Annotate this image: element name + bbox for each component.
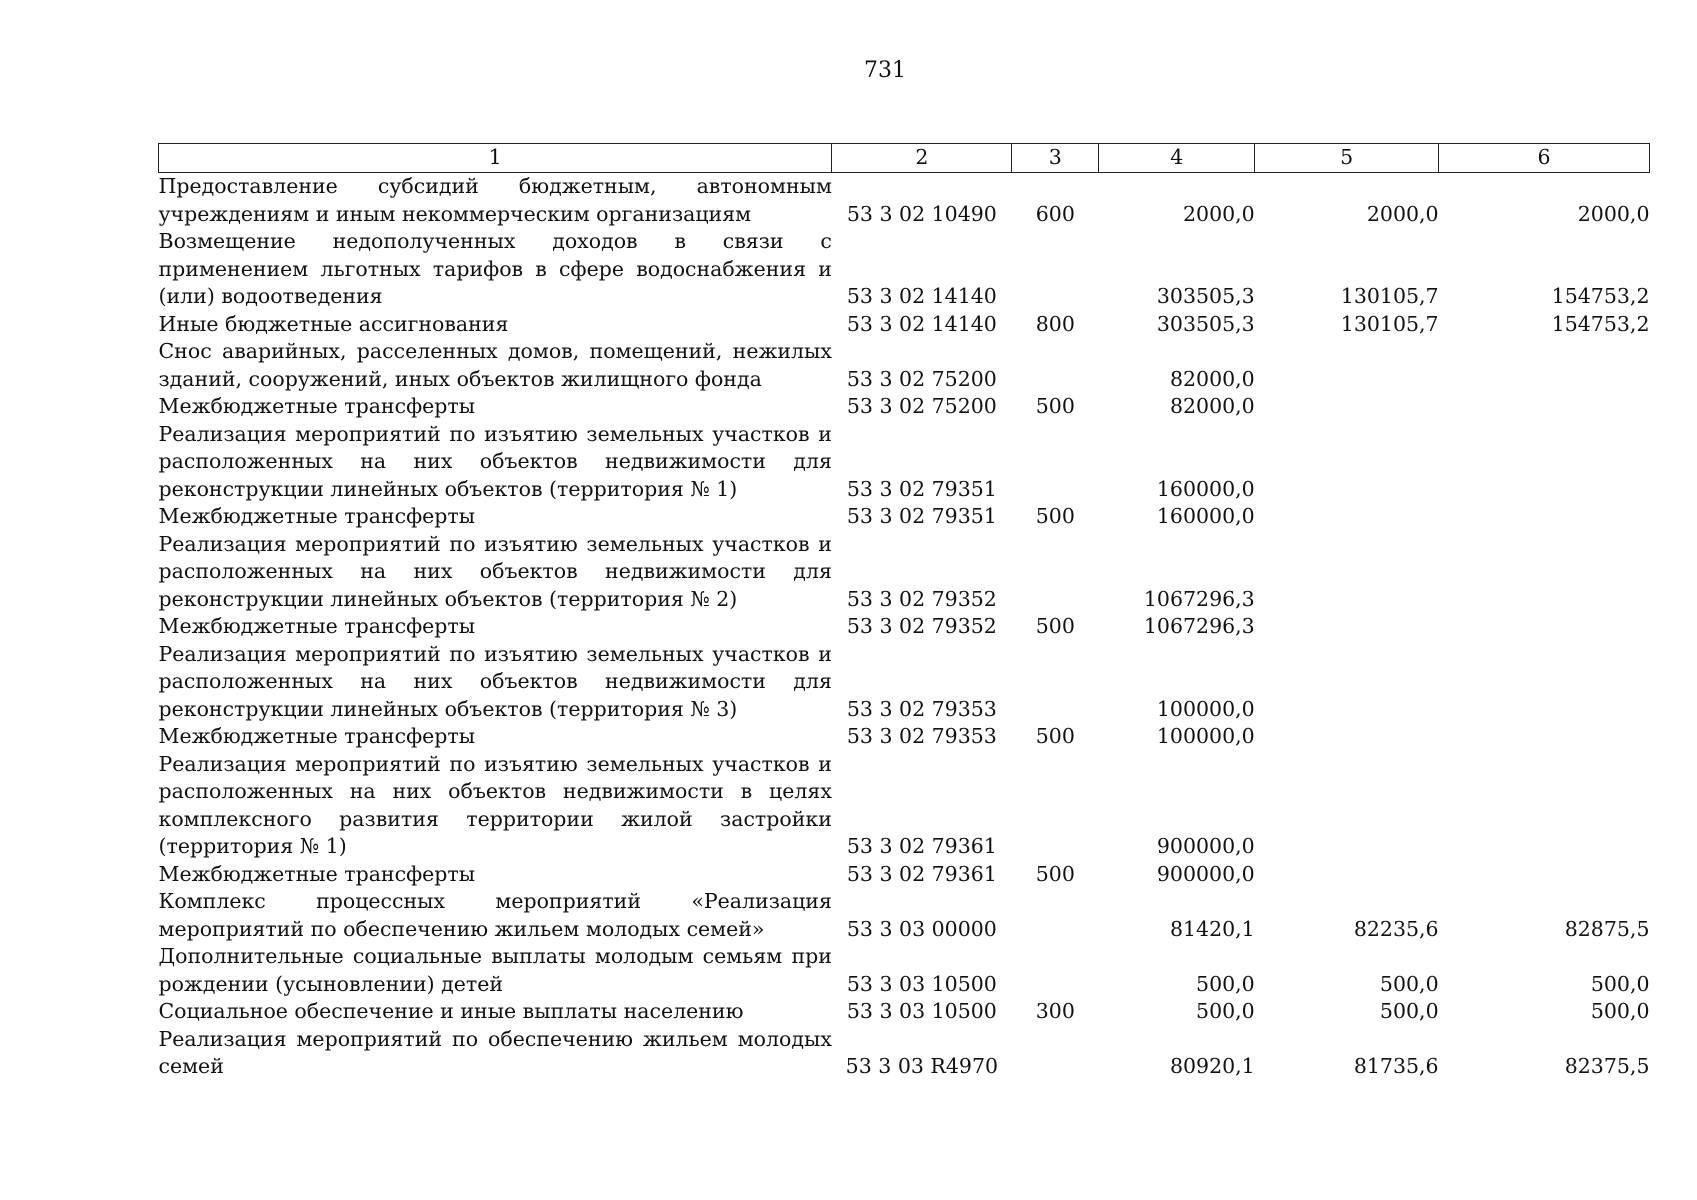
table-row <box>159 751 1650 861</box>
column-header-6: 6 <box>1439 144 1650 173</box>
column-header-5: 5 <box>1255 144 1439 173</box>
row-expense-type <box>1012 641 1099 724</box>
row-name: Дополнительные социальные выплаты молодым семьям при рождении (усыновлении) детей <box>158 944 832 996</box>
row-code: 53 3 02 79352 <box>846 614 997 638</box>
table-row <box>159 613 1650 641</box>
row-value-col4: 80920,1 <box>1169 1054 1255 1078</box>
row-value-col6 <box>1439 751 1650 861</box>
row-name: Комплекс процессных мероприятий «Реализация мероприятий по обеспечению жильем молодых семей» <box>158 889 832 941</box>
row-code: 53 3 03 10500 <box>846 971 997 996</box>
row-value-col6: 500,0 <box>1590 999 1650 1023</box>
row-expense-type <box>1012 421 1099 504</box>
row-value-col5 <box>1255 613 1439 641</box>
column-header-3: 3 <box>1012 144 1099 173</box>
row-value-col5 <box>1255 503 1439 531</box>
row-name: Межбюджетные трансферты <box>158 614 476 638</box>
row-expense-type <box>1012 531 1099 614</box>
row-expense-type <box>1012 1026 1099 1081</box>
row-value-col6: 2000,0 <box>1577 201 1650 226</box>
row-expense-type: 500 <box>1035 724 1075 748</box>
table-row <box>159 311 1650 339</box>
row-value-col5 <box>1255 393 1439 421</box>
row-value-col5: 500,0 <box>1379 971 1439 996</box>
row-value-col6: 82875,5 <box>1564 916 1650 941</box>
row-expense-type <box>1012 228 1099 311</box>
row-value-col4: 81420,1 <box>1169 916 1255 941</box>
row-value-col5: 130105,7 <box>1340 311 1439 336</box>
table-row <box>159 943 1650 998</box>
row-value-col4: 100000,0 <box>1156 696 1255 721</box>
row-value-col5 <box>1255 641 1439 724</box>
row-name: Реализация мероприятий по изъятию земельных участков и расположенных на них объектов недвижимости для реконструкции линейных объектов (территория № 1) <box>158 421 832 501</box>
table-row <box>159 531 1650 614</box>
row-value-col5 <box>1255 751 1439 861</box>
table-header <box>159 144 1650 173</box>
row-value-col5 <box>1255 421 1439 504</box>
row-value-col4: 900000,0 <box>1156 861 1255 886</box>
table-row <box>159 723 1650 751</box>
row-expense-type: 600 <box>1035 201 1075 226</box>
row-value-col4: 900000,0 <box>1156 834 1255 858</box>
row-code: 53 3 02 14140 <box>846 311 997 336</box>
row-value-col5 <box>1255 531 1439 614</box>
table-row <box>159 338 1650 393</box>
row-value-col4: 303505,3 <box>1156 284 1255 308</box>
table-row <box>159 861 1650 889</box>
row-name: Иные бюджетные ассигнования <box>158 311 509 336</box>
row-value-col4: 500,0 <box>1196 971 1255 996</box>
row-code: 53 3 03 10500 <box>846 999 997 1023</box>
row-code: 53 3 02 10490 <box>846 201 997 226</box>
row-expense-type <box>1012 943 1099 998</box>
row-name: Межбюджетные трансферты <box>158 504 476 528</box>
row-value-col4: 1067296,3 <box>1143 614 1255 638</box>
column-header-2: 2 <box>832 144 1012 173</box>
table-row <box>159 1026 1650 1081</box>
column-header-4: 4 <box>1099 144 1255 173</box>
table-body <box>159 173 1650 1081</box>
table-row <box>159 503 1650 531</box>
row-code: 53 3 02 79351 <box>846 504 997 528</box>
row-code: 53 3 02 79361 <box>846 861 997 886</box>
row-value-col6 <box>1439 338 1650 393</box>
row-name: Реализация мероприятий по изъятию земельных участков и расположенных на них объектов недвижимости для реконструкции линейных объектов (территория № 3) <box>158 641 832 721</box>
row-value-col5: 130105,7 <box>1340 284 1439 308</box>
row-name: Реализация мероприятий по изъятию земельных участков и расположенных на них объектов недвижимости в целях комплексного развития территории жилой застройки (территория № 1) <box>158 751 832 858</box>
row-value-col4: 303505,3 <box>1156 311 1255 336</box>
row-name: Реализация мероприятий по обеспечению жильем молодых семей <box>158 1026 832 1078</box>
row-name: Снос аварийных, расселенных домов, помещений, нежилых зданий, сооружений, иных объектов жилищного фонда <box>158 339 832 391</box>
row-value-col5: 2000,0 <box>1366 201 1439 226</box>
page-number: 731 <box>864 58 906 83</box>
row-value-col6 <box>1439 393 1650 421</box>
row-value-col6 <box>1439 421 1650 504</box>
table-row <box>159 421 1650 504</box>
row-code: 53 3 02 79353 <box>846 696 997 721</box>
row-value-col6 <box>1439 503 1650 531</box>
row-value-col5 <box>1255 723 1439 751</box>
row-value-col6 <box>1439 861 1650 889</box>
row-value-col6: 82375,5 <box>1564 1054 1650 1078</box>
header-row <box>159 144 1650 173</box>
row-value-col4: 2000,0 <box>1182 201 1255 226</box>
row-expense-type: 300 <box>1035 999 1075 1023</box>
row-value-col6 <box>1439 531 1650 614</box>
row-name: Возмещение недополученных доходов в связи с применением льготных тарифов в сфере водоснабжения и (или) водоотведения <box>158 229 832 308</box>
row-value-col4: 160000,0 <box>1156 504 1255 528</box>
row-expense-type: 500 <box>1035 504 1075 528</box>
row-expense-type: 500 <box>1035 394 1075 418</box>
row-name: Социальное обеспечение и иные выплаты населению <box>158 999 744 1023</box>
row-code: 53 3 02 75200 <box>846 366 997 391</box>
row-expense-type: 500 <box>1035 861 1075 886</box>
row-value-col6: 500,0 <box>1590 971 1650 996</box>
row-value-col4: 1067296,3 <box>1143 586 1255 611</box>
row-value-col6 <box>1439 613 1650 641</box>
row-expense-type <box>1012 751 1099 861</box>
column-header-1: 1 <box>159 144 832 173</box>
row-value-col4: 100000,0 <box>1156 724 1255 748</box>
row-value-col5: 500,0 <box>1379 999 1439 1023</box>
table-row <box>159 998 1650 1026</box>
row-code: 53 3 02 79352 <box>846 586 997 611</box>
row-name: Предоставление субсидий бюджетным, автономным учреждениям и иным некоммерческим организациям <box>158 174 832 226</box>
row-code: 53 3 02 75200 <box>846 394 997 418</box>
table-row <box>159 173 1650 229</box>
row-expense-type <box>1012 888 1099 943</box>
row-code: 53 3 03 00000 <box>846 916 997 941</box>
row-value-col5 <box>1255 861 1439 889</box>
table-row <box>159 228 1650 311</box>
row-value-col4: 82000,0 <box>1169 394 1255 418</box>
table-row <box>159 641 1650 724</box>
row-name: Межбюджетные трансферты <box>158 394 476 418</box>
row-value-col4: 160000,0 <box>1156 476 1255 501</box>
row-name: Реализация мероприятий по изъятию земельных участков и расположенных на них объектов недвижимости для реконструкции линейных объектов (территория № 2) <box>158 531 832 611</box>
row-value-col5 <box>1255 338 1439 393</box>
row-value-col5: 82235,6 <box>1353 916 1439 941</box>
row-code: 53 3 02 79353 <box>846 724 997 748</box>
table-row <box>159 888 1650 943</box>
table-row <box>159 393 1650 421</box>
row-value-col6 <box>1439 723 1650 751</box>
row-value-col6 <box>1439 641 1650 724</box>
row-value-col4: 500,0 <box>1196 999 1255 1023</box>
row-code: 53 3 02 79351 <box>846 476 997 501</box>
row-expense-type <box>1012 338 1099 393</box>
row-name: Межбюджетные трансферты <box>158 861 476 886</box>
row-value-col5: 81735,6 <box>1353 1054 1439 1078</box>
row-expense-type: 500 <box>1035 614 1075 638</box>
row-code: 53 3 02 14140 <box>846 284 997 308</box>
row-code: 53 3 02 79361 <box>846 834 997 858</box>
row-value-col6: 154753,2 <box>1551 284 1650 308</box>
budget-table <box>158 143 1650 1081</box>
row-expense-type: 800 <box>1035 311 1075 336</box>
row-value-col6: 154753,2 <box>1551 311 1650 336</box>
row-name: Межбюджетные трансферты <box>158 724 476 748</box>
row-value-col4: 82000,0 <box>1169 366 1255 391</box>
row-code: 53 3 03 R4970 <box>845 1054 999 1078</box>
